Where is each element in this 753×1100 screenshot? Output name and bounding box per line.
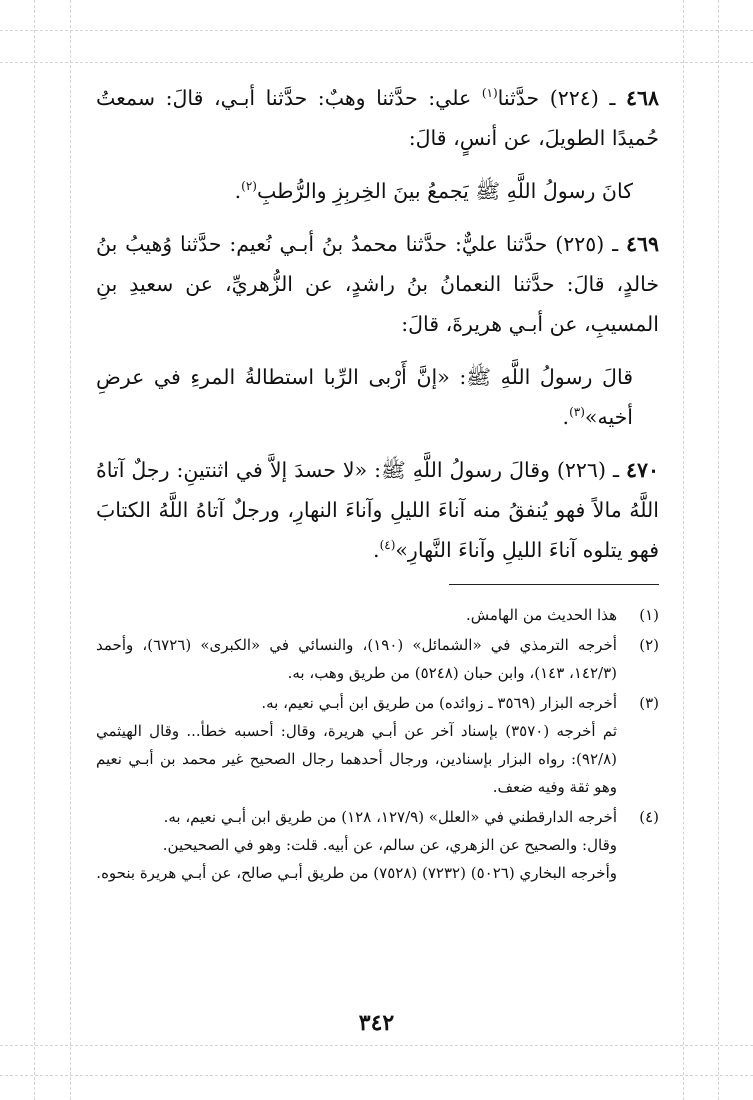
hadith-number: ٤٦٨ xyxy=(625,86,659,110)
footnote-ref[interactable]: (٤) xyxy=(379,538,396,553)
footnote-text: أخرجه الترمذي في «الشمائل» (١٩٠)، والنسائي في «الكبرى» (٦٧٢٦)، وأحمد (١٤٢/٣، ١٤٣)، وابن حبان (٥٢٤٨) من طريق وهب، به. xyxy=(96,636,617,682)
footnote-number: (٣) xyxy=(639,694,659,712)
page-number: ٣٤٢ xyxy=(358,1010,395,1036)
guide-line xyxy=(34,0,35,1100)
hadith-text: كانَ رسولُ اللَّهِ ﷺ يَجمعُ بينَ الخِربِزِ والرُّطبِ xyxy=(256,179,633,203)
footnote xyxy=(96,803,659,887)
punctuation: . xyxy=(562,405,570,429)
footnote-number: (١) xyxy=(639,606,659,624)
footnote-ref[interactable]: (١) xyxy=(481,86,498,101)
guide-line xyxy=(70,0,71,1100)
hadith-number: ٤٦٩ xyxy=(625,232,659,256)
footnote-number: (٤) xyxy=(639,808,659,826)
footnote-ref[interactable]: (٢) xyxy=(241,179,257,194)
hadith-text: قالَ رسولُ اللَّهِ ﷺ: «إنَّ أَرْبى الرِّبا استطالةُ المرءِ في عرضِ أخيه» xyxy=(96,365,633,429)
footnote-text: أخرجه الدارقطني في «العلل» (١٢٧/٩، ١٢٨) من طريق ابن أبـي نعيم، به. xyxy=(163,808,617,826)
hadith-text: ـ (٢٢٦) وقالَ رسولُ اللَّهِ ﷺ: «لا حسدَ إلاَّ في اثنتينِ: رجلٌ آتاهُ اللَّهُ مالاً فهو يُنفقُ منه آناءَ الليلِ وآناءَ النهارِ، ورجلٌ آتاهُ اللَّهُ الكتابَ فهو يتلوه آناءَ الليلِ وآناءَ النَّهارِ» xyxy=(96,458,659,562)
main-text xyxy=(96,78,659,570)
guide-line xyxy=(0,1045,753,1046)
guide-line xyxy=(0,62,753,63)
hadith-text: ـ (٢٢٤) حدَّثنا$^{(١)}$ علي: حدَّثنا وهبٌ: حدَّثنا أبـي، قالَ: سمعتُ حُميدًا الطويلَ، عن أنسٍ، قالَ: xyxy=(96,86,659,150)
guide-line xyxy=(683,0,684,1100)
guide-line xyxy=(0,1075,753,1076)
footnotes xyxy=(96,601,659,887)
hadith-469 xyxy=(96,224,659,344)
footnote-ref[interactable]: (٣) xyxy=(569,405,585,420)
hadith-468 xyxy=(96,78,659,158)
footnote-separator xyxy=(449,584,659,585)
punctuation: . xyxy=(373,538,380,562)
punctuation: . xyxy=(234,179,242,203)
guide-line xyxy=(0,30,753,31)
hadith-469-matn xyxy=(96,357,659,437)
footnote xyxy=(96,631,659,687)
page-content xyxy=(96,78,659,889)
footnote-number: (٢) xyxy=(639,636,659,654)
footnote-text: هذا الحديث من الهامش. xyxy=(465,606,617,624)
footnote xyxy=(96,601,659,629)
footnote-text: وأخرجه البخاري (٥٠٢٦) (٧٢٣٢) (٧٥٢٨) من طريق أبـي صالح، عن أبـي هريرة بنحوه. xyxy=(96,864,617,882)
footnote-text: ثم أخرجه (٣٥٧٠) بإسناد آخر عن أبـي هريرة، وقال: أحسبه خطأ... وقال الهيثمي (٩٢/٨): رواه البزار بإسنادين، ورجال أحدهما رجال الصحيح غير محمد بن أبـي نعيم وهو ثقة وفيه ضعف. xyxy=(96,722,617,796)
hadith-470 xyxy=(96,450,659,570)
guide-line xyxy=(718,0,719,1100)
footnote-text: أخرجه البزار (٣٥٦٩ ـ زوائده) من طريق ابن أبـي نعيم، به. xyxy=(261,694,617,712)
hadith-468-matn xyxy=(96,171,659,211)
hadith-text: ـ (٢٢٥) حدَّثنا عليٌّ: حدَّثنا محمدُ بنُ أبـي نُعيم: حدَّثنا وُهيبُ بنُ خالدٍ، قالَ: حدَّثنا النعمانُ بنُ راشدٍ، عن الزُّهريِّ، عن سعيدِ بنِ المسيبِ، عن أبـي هريرةَ، قالَ: xyxy=(96,232,659,336)
hadith-number: ٤٧٠ xyxy=(625,458,659,482)
footnote xyxy=(96,689,659,801)
footnote-text: وقال: والصحيح عن الزهري، عن سالم، عن أبيه. قلت: وهو في الصحيحين. xyxy=(162,836,617,854)
